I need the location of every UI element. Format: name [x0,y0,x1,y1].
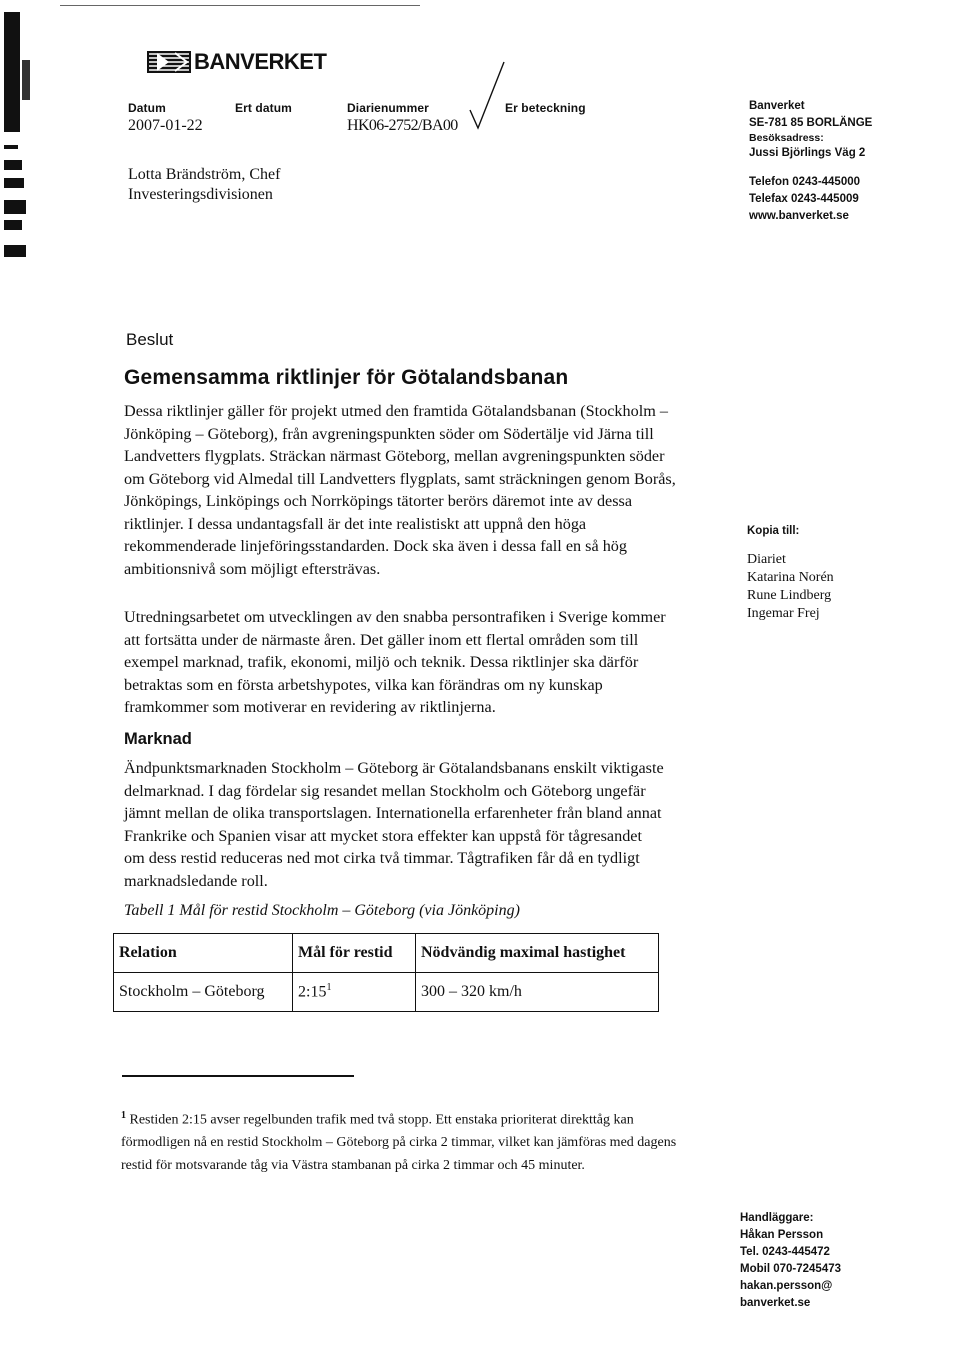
table-header-cell: Nödvändig maximal hastighet [416,934,659,973]
table-caption: Tabell 1 Mål för restid Stockholm – Göteborg (via Jönköping) [124,902,520,919]
logo-text: BANVERKET [194,49,327,74]
diarienummer-value: HK06-2752/BA00 [347,117,458,134]
footnote-divider [122,1075,354,1077]
copy-item: Katarina Norén [747,570,834,585]
diarienummer-label: Diarienummer [347,101,429,115]
paragraph-market: Ändpunktsmarknaden Stockholm – Göteborg är Götalandsbanans enskilt viktigaste delmarknad. I dag fördelar sig resandet mellan Stockholm och Göteborg ungefär jämnt mellan de olika transportslagen. Internationella erfarenheter från bland annat Frankrike och Spanien visar att mycket stora effekter kan uppstå för tågresandet om dess restid reduceras ned mot cirka två timmar. Tågtrafiken får då en tydligt marknadsledande roll. [124,759,664,890]
footnote-reference: 1 [326,982,332,994]
er-beteckning-label: Er beteckning [505,101,586,115]
table-cell [293,973,416,1012]
datum-value: 2007-01-22 [128,117,203,134]
sender-address [749,98,949,225]
banverket-logo [147,48,326,76]
copy-item: Diariet [747,552,786,567]
copy-item: Rune Lindberg [747,588,832,603]
table-cell: 300 – 320 km/h [416,973,659,1012]
footnote-text: Restiden 2:15 avser regelbunden trafik med två stopp. Ett enstaka prioriterat direkttåg kan förmodligen nå en restid Stockholm – Göteborg på cirka 2 timmar, vilket kan jämföras med dagens restid för motsvarande tåg via Västra stambanan på cirka 2 timmar och 45 minuter. [121,1112,677,1173]
table-header-cell: Relation [114,934,293,973]
paragraph-scope: Dessa riktlinjer gäller för projekt utmed den framtida Götalandsbanan (Stockholm – Jönköping – Göteborg), från avgreningspunkten söder om Södertälje vid Järna till Landvetters flygplats. Sträckan närmast Göteborg, mellan avgreningspunkten söder om Göteborg vid Almedal till Landvetters flygplats, samt sträckningen genom Borås, Jönköpings, Linköpings och Norrköpings tätorter berörs däremot inte av dessa riktlinjer. I dessa undantagsfall är det inte realistiskt att uppnå den höga rekommenderade linjeföringsstandarden. Dock ska även i dessa fall en så hög ambitionsnivå som möjligt eftersträvas. [124,402,676,578]
handler-email-line1: hakan.persson@ [740,1280,833,1292]
copy-item: Ingemar Frej [747,606,820,621]
table-cell-value: 2:15 [298,983,327,1001]
sender-visit-address: Jussi Björlings Väg 2 [749,147,866,159]
sender-web: www.banverket.se [749,210,849,222]
banverket-logo-icon [147,51,191,73]
handwritten-checkmark [468,60,508,130]
scan-edge-marks [0,0,62,270]
section-heading-marknad: Marknad [124,730,192,748]
copy-list [747,525,834,623]
handler-mobile: Mobil 070-7245473 [740,1263,842,1275]
sender-visit-label: Besöksadress: [749,132,824,144]
document-title: Gemensamma riktlinjer för Götalandsbanan [124,366,569,389]
handler-name: Håkan Persson [740,1229,824,1241]
table-header-cell: Mål för restid [293,934,416,973]
paragraph-investigation: Utredningsarbetet om utvecklingen av den snabba persontrafiken i Sverige kommer att fortsätta under de närmaste åren. Det gäller inom ett flertal områden som till exempel marknad, trafik, ekonomi, miljö och teknik. Dessa riktlinjer ska därför betraktas som en första arbetshypotes, vilka kan förändras om ny kunskap framkommer som motiverar en revidering av riktlinjerna. [124,608,666,716]
document-type: Beslut [126,330,174,349]
sender-fax: Telefax 0243-445009 [749,193,859,205]
table-row [114,973,659,1012]
recipient-name: Lotta Brändström, Chef [128,166,281,183]
footnote [121,1105,701,1177]
ert-datum-label: Ert datum [235,101,292,115]
footnote-mark: 1 [121,1110,126,1121]
handler-email-line2: banverket.se [740,1297,811,1309]
scan-top-line [60,5,420,6]
handler-label: Handläggare: [740,1212,814,1224]
sender-phone: Telefon 0243-445000 [749,176,861,188]
table-cell: Stockholm – Göteborg [114,973,293,1012]
table-header-row [114,934,659,973]
sender-postal: SE-781 85 BORLÄNGE [749,117,873,129]
handler-block [740,1210,841,1312]
handler-phone: Tel. 0243-445472 [740,1246,830,1258]
recipient-org: Investeringsdivisionen [128,186,273,203]
copy-label: Kopia till: [747,525,800,537]
sender-org: Banverket [749,100,805,112]
datum-label: Datum [128,101,166,115]
travel-time-table [113,933,659,1012]
